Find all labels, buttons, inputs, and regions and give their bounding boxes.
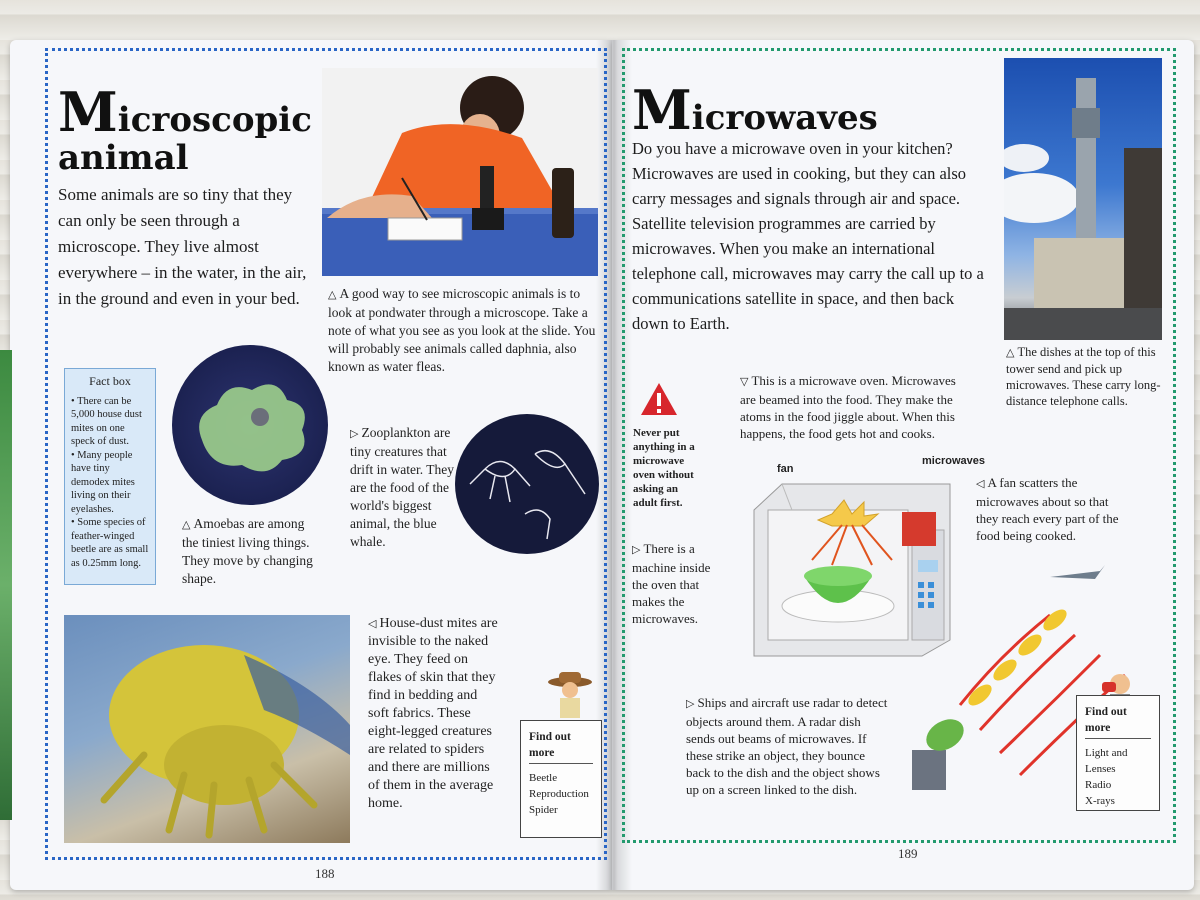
fact-item: • There can be 5,000 house dust mites on one speck of dust. xyxy=(71,395,142,447)
caption-text: A fan scatters the microwaves about so that they reach every part of the food being cooked. xyxy=(976,475,1119,543)
page-number-right: 189 xyxy=(898,846,918,861)
fact-item: • Some species of feather-winged beetle are as small as 0.25mm long. xyxy=(71,517,149,569)
caption-text: Amoebas are among the tiniest living things. They move by changing shape. xyxy=(182,516,313,586)
zooplankton-caption xyxy=(350,424,455,551)
title-rest: icroscopic xyxy=(117,100,312,140)
tower-caption xyxy=(1006,344,1166,409)
machine-caption xyxy=(632,540,722,627)
find-out-link[interactable]: Radio xyxy=(1085,779,1112,791)
page-edge-strip xyxy=(0,350,12,820)
intro-text-left: Some animals are so tiny that they can only be seen through a microscope. They live almost everywhere – in the water, in the air, in the ground and even in your bed. xyxy=(58,185,307,308)
find-out-link[interactable]: Spider xyxy=(529,804,558,816)
caption-text: This is a microwave oven. Microwaves are beamed into the food. They make the atoms in the food jiggle about. When this happens, the food gets hot and cooks. xyxy=(740,373,956,441)
caption-marker: ▷ xyxy=(686,698,695,710)
amoeba-image xyxy=(172,345,328,505)
title-initial: M xyxy=(632,78,692,142)
boy-microscope-photo xyxy=(322,68,598,276)
explorer-character-icon xyxy=(545,670,595,725)
caption-text: The dishes at the top of this tower send and pick up microwaves. These carry long-distance telephone calls. xyxy=(1006,345,1161,408)
caption-text: House-dust mites are invisible to the naked eye. They feed on flakes of skin that they find in bedding and soft fabrics. These eight-legged creatures are related to spiders and there are millions of them in the average home. xyxy=(368,616,498,811)
title-initial: M xyxy=(58,80,118,144)
caption-text: There is a machine inside the oven that makes the microwaves. xyxy=(632,541,711,626)
caption-marker: △ xyxy=(328,289,337,301)
find-out-link[interactable]: Light and Lenses xyxy=(1085,747,1128,775)
find-out-link[interactable]: Reproduction xyxy=(529,788,589,800)
fan-caption xyxy=(976,474,1131,544)
caption-marker: △ xyxy=(1006,347,1015,359)
caption-text: A good way to see microscopic animals is to look at pondwater through a microscope. Take a note of what you see as you look at the slide. You will probably see animals called daphnia, also known as water fleas. xyxy=(328,286,596,374)
zooplankton-image xyxy=(455,414,599,554)
fan-label: fan xyxy=(777,463,794,475)
caption-marker: △ xyxy=(182,519,191,531)
fact-box xyxy=(64,368,156,585)
title-line2: animal xyxy=(58,137,189,178)
amoeba-caption xyxy=(182,515,322,588)
warning-icon xyxy=(640,382,678,416)
find-out-more-title: Find out more xyxy=(1085,704,1151,739)
find-out-more-title: Find out more xyxy=(529,729,593,764)
dust-mite-photo xyxy=(64,615,350,843)
intro-text-right: Do you have a microwave oven in your kitchen? Microwaves are used in cooking, but they can also carry messages and signals through air and space. Satellite television programmes are carried by microwaves. When you make an international telephone call, microwaves may carry the call up to a communications satellite in space, and then back down to Earth. xyxy=(632,139,984,333)
radar-caption xyxy=(686,694,891,798)
telecom-tower-photo xyxy=(1004,58,1162,340)
boy-caption xyxy=(328,285,598,376)
caption-marker: ◁ xyxy=(976,478,985,490)
caption-text: Zooplankton are tiny creatures that drift in water. They are the food of the world's biggest animal, the blue whale. xyxy=(350,425,454,549)
find-out-link[interactable]: Beetle xyxy=(529,772,558,784)
title-rest: icrowaves xyxy=(691,98,878,138)
microwaves-label: microwaves xyxy=(922,455,985,467)
caption-marker: ▽ xyxy=(740,376,749,388)
oven-caption xyxy=(740,372,968,442)
find-out-more-box-left xyxy=(520,720,602,838)
page-title-right xyxy=(632,78,932,142)
fact-box-title: Fact box xyxy=(89,374,131,388)
find-out-more-box-right xyxy=(1076,695,1160,811)
caption-marker: ◁ xyxy=(368,618,377,630)
fact-item: • Many people have tiny demodex mites living on their eyelashes. xyxy=(71,449,135,515)
caption-text: Ships and aircraft use radar to detect objects around them. A radar dish sends out beams of microwaves. If these strike an object, they bounce back to the dish and the object shows up on a screen linked to the dish. xyxy=(686,695,888,797)
caption-marker: ▷ xyxy=(632,544,641,556)
page-number-left: 188 xyxy=(315,866,335,881)
page-title-left xyxy=(58,80,318,178)
find-out-link[interactable]: X-rays xyxy=(1085,795,1115,807)
warning-text: Never put anything in a microwave oven without asking an adult first. xyxy=(633,427,695,509)
dust-mite-caption xyxy=(368,615,500,813)
caption-marker: ▷ xyxy=(350,428,359,440)
